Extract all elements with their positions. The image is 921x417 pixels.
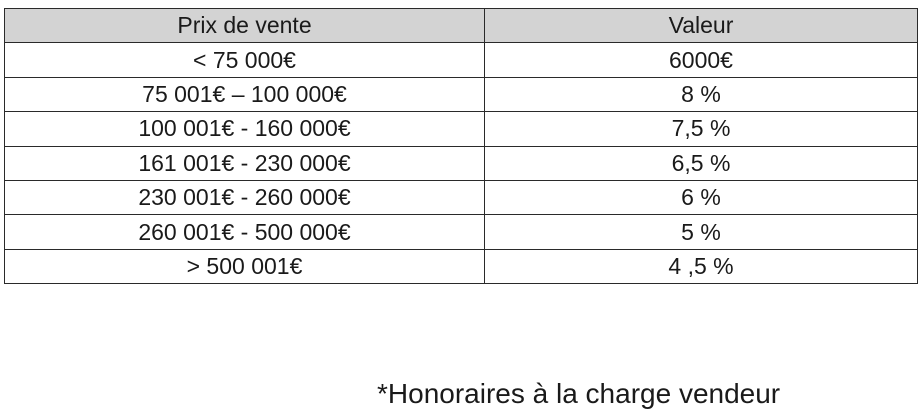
price-range-cell: 260 001€ - 500 000€ (5, 215, 485, 249)
header-value: Valeur (485, 9, 918, 43)
fee-value-cell: 5 % (485, 215, 918, 249)
price-range-cell: 230 001€ - 260 000€ (5, 180, 485, 214)
table-row (5, 249, 918, 283)
price-range-cell: < 75 000€ (5, 43, 485, 77)
fee-value-cell: 8 % (485, 77, 918, 111)
header-sale-price: Prix de vente (5, 9, 485, 43)
table-row (5, 77, 918, 111)
table-row (5, 112, 918, 146)
fee-value-cell: 6,5 % (485, 146, 918, 180)
price-range-cell: 161 001€ - 230 000€ (5, 146, 485, 180)
table-row (5, 215, 918, 249)
price-range-cell: 100 001€ - 160 000€ (5, 112, 485, 146)
table-header-row (5, 9, 918, 43)
fee-value-cell: 4 ,5 % (485, 249, 918, 283)
price-range-cell: > 500 001€ (5, 249, 485, 283)
fee-value-cell: 7,5 % (485, 112, 918, 146)
fees-footnote: *Honoraires à la charge vendeur (377, 378, 781, 409)
table-row (5, 43, 918, 77)
fee-value-cell: 6000€ (485, 43, 918, 77)
table-row (5, 146, 918, 180)
fee-value-cell: 6 % (485, 180, 918, 214)
table-row (5, 180, 918, 214)
fee-schedule-table (4, 8, 918, 284)
price-range-cell: 75 001€ – 100 000€ (5, 77, 485, 111)
